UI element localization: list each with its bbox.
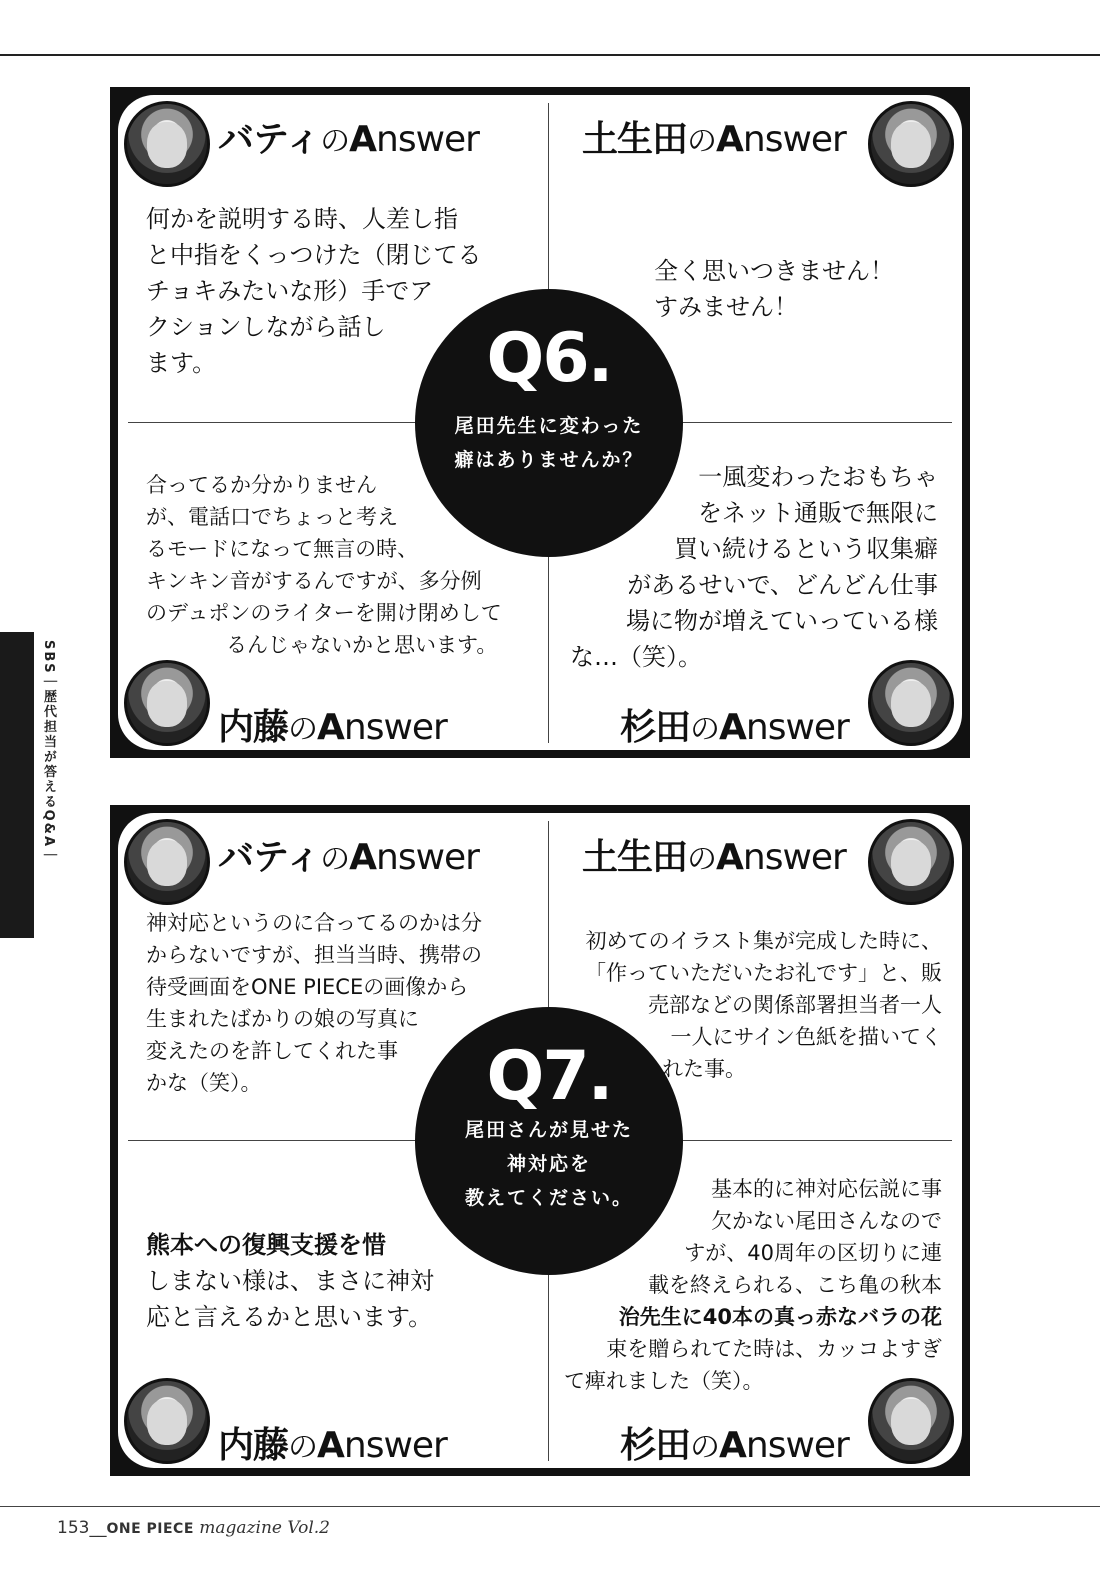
- answer-word: Answer: [349, 837, 479, 878]
- text-line: 買い続けるという収集癖: [674, 535, 938, 563]
- particle: の: [320, 124, 350, 159]
- text-line: るんじゃないかと思います。: [226, 633, 498, 657]
- question-line: 癖はありませんか？: [454, 449, 644, 471]
- answerer-name: 杉田: [620, 1425, 691, 1466]
- text-line: て痺れました（笑）。: [564, 1369, 764, 1393]
- top-rule: [0, 54, 1100, 56]
- answerer-name: 土生田: [582, 119, 688, 160]
- text-line: 全く思いつきません！: [654, 257, 894, 285]
- particle: の: [320, 842, 350, 877]
- text-line: かな（笑）。: [146, 1071, 262, 1095]
- answerer-name: 内藤: [218, 707, 289, 748]
- answerer-name: 土生田: [582, 837, 688, 878]
- naito-answer-text: [146, 1227, 506, 1335]
- answerer-name: バティ: [218, 837, 321, 878]
- batty-avatar: [124, 101, 210, 187]
- q6-panel: [110, 87, 970, 758]
- text-line: 熊本への復興支援を惜: [146, 1231, 386, 1259]
- q7-panel-inner: [118, 813, 962, 1468]
- text-line: クションしながら話し: [146, 313, 386, 341]
- sugita-avatar: [868, 1378, 954, 1464]
- particle: の: [288, 1430, 318, 1465]
- answer-word: Answer: [317, 707, 447, 748]
- particle: の: [687, 124, 717, 159]
- text-line: 売部などの関係部署担当者一人: [648, 993, 942, 1017]
- footer-brand: ONE PIECE: [106, 1521, 194, 1537]
- text-line: すが、40周年の区切りに連: [684, 1241, 942, 1265]
- question-text: [435, 1113, 663, 1215]
- text-line: をネット通販で無限に: [698, 499, 938, 527]
- answer-word: Answer: [317, 1425, 447, 1466]
- text-line: すみません！: [654, 293, 798, 321]
- side-label: SBS｜歴代担当が答えるQ&A｜: [41, 640, 56, 864]
- answer-word: Answer: [719, 1425, 849, 1466]
- habuda-avatar: [868, 819, 954, 905]
- batty-answer-label: [218, 829, 479, 880]
- batty-avatar: [124, 819, 210, 905]
- q6-panel-inner: [118, 95, 962, 750]
- footer-rule: __: [89, 1518, 107, 1538]
- text-line: 神対応というのに合ってるのかは分: [146, 911, 482, 935]
- text-line: 一人にサイン色紙を描いてく: [670, 1025, 942, 1049]
- text-line: な…（笑）。: [570, 643, 702, 671]
- text-line: が、電話口でちょっと考え: [146, 505, 398, 529]
- text-line: のデュポンのライターを開け閉めして: [146, 601, 502, 625]
- page-number: 153: [57, 1518, 90, 1538]
- habuda-answer-label: [582, 829, 846, 880]
- question-line: 尾田先生に変わった: [454, 415, 644, 437]
- particle: の: [690, 712, 720, 747]
- naito-avatar: [124, 1378, 210, 1464]
- text-line: 場に物が増えていっている様: [626, 607, 938, 635]
- text-line: しまない様は、まさに神対: [146, 1267, 434, 1295]
- particle: の: [690, 1430, 720, 1465]
- sugita-answer-label: [620, 1417, 849, 1468]
- text-line: チョキみたいな形）手でア: [146, 277, 434, 305]
- naito-answer-label: [218, 699, 447, 750]
- text-line: 生まれたばかりの娘の写真に: [146, 1007, 419, 1031]
- text-line: ます。: [146, 349, 217, 377]
- text-line: キンキン音がするんですが、多分例: [146, 569, 482, 593]
- text-line: からないですが、担当当時、携帯の: [146, 943, 482, 967]
- text-line: 欠かない尾田さんなので: [711, 1209, 942, 1233]
- text-line: 待受画面をONE PIECEの画像から: [146, 975, 469, 999]
- text-line: 初めてのイラスト集が完成した時に、: [585, 929, 942, 953]
- question-line: 教えてください。: [464, 1187, 633, 1209]
- question-number: Q7.: [486, 1037, 612, 1116]
- bottom-rule: [0, 1506, 1100, 1507]
- particle: の: [288, 712, 318, 747]
- naito-avatar: [124, 660, 210, 746]
- batty-answer-label: [218, 111, 479, 162]
- question-number: Q6.: [486, 319, 612, 398]
- text-line: 載を終えられる、こち亀の秋本: [648, 1273, 942, 1297]
- text-line: れた事。: [662, 1057, 746, 1081]
- answer-word: Answer: [719, 707, 849, 748]
- text-line: と中指をくっつけた（閉じてる: [146, 241, 482, 269]
- text-line: 応と言えるかと思います。: [146, 1303, 433, 1331]
- sugita-avatar: [868, 660, 954, 746]
- text-line: 何かを説明する時、人差し指: [146, 205, 458, 233]
- question-text: [435, 409, 663, 477]
- habuda-answer-text: [654, 253, 934, 325]
- text-line: 合ってるか分かりません: [146, 473, 377, 497]
- text-line: があるせいで、どんどん仕事: [627, 571, 938, 599]
- page-footer: [57, 1518, 330, 1538]
- q7-panel: [110, 805, 970, 1476]
- answer-word: Answer: [349, 119, 479, 160]
- footer-magazine: magazine Vol.2: [199, 1518, 330, 1538]
- text-line: 束を贈られてた時は、カッコよすぎ: [606, 1337, 942, 1361]
- text-line: 一風変わったおもちゃ: [698, 463, 938, 491]
- naito-answer-label: [218, 1417, 447, 1468]
- q6-question-circle: [415, 289, 683, 557]
- question-line: 尾田さんが見せた: [464, 1119, 633, 1141]
- sugita-answer-label: [620, 699, 849, 750]
- habuda-avatar: [868, 101, 954, 187]
- text-line: 変えたのを許してくれた事: [146, 1039, 398, 1063]
- answerer-name: 杉田: [620, 707, 691, 748]
- q7-question-circle: [415, 1007, 683, 1275]
- answerer-name: 内藤: [218, 1425, 289, 1466]
- text-line: 治先生に40本の真っ赤なバラの花: [618, 1305, 942, 1329]
- text-line: 基本的に神対応伝説に事: [711, 1177, 942, 1201]
- side-tab: [0, 632, 34, 938]
- text-line: るモードになって無言の時、: [146, 537, 419, 561]
- answerer-name: バティ: [218, 119, 321, 160]
- habuda-answer-label: [582, 111, 846, 162]
- answer-word: Answer: [716, 837, 846, 878]
- particle: の: [687, 842, 717, 877]
- answer-word: Answer: [716, 119, 846, 160]
- question-line: 神対応を: [506, 1153, 591, 1175]
- text-line: 「作っていただいたお礼です」と、販: [585, 961, 942, 985]
